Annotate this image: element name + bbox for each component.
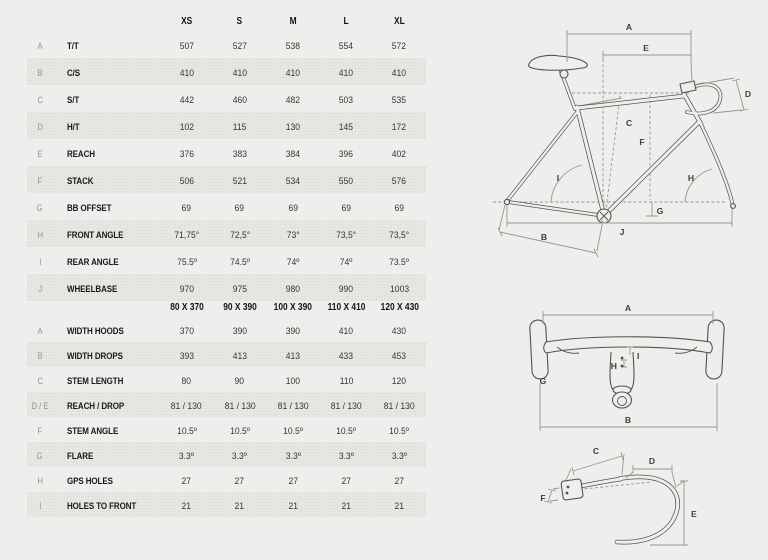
row-label: HOLES TO FRONT (67, 500, 137, 512)
cell-value: 970 (179, 283, 194, 295)
handlebar-table (27, 295, 426, 517)
rear-dropout (504, 199, 509, 204)
cell-value: 370 (179, 325, 194, 337)
size-column-header: 100 X 390 (273, 302, 313, 313)
row-letter: B (37, 350, 43, 361)
cell-value: 27 (181, 475, 192, 487)
cell-value: 402 (392, 148, 407, 160)
dim-label-g: G (656, 206, 664, 216)
cell-value: 572 (392, 40, 407, 52)
cell-value: 10.5º (176, 425, 197, 437)
row-label: STEM LENGTH (67, 375, 124, 387)
row-letter: J (38, 283, 42, 294)
dim-label-i: I (556, 173, 560, 183)
row-letter: D (37, 121, 43, 132)
row-label: FLARE (67, 450, 94, 462)
cell-value: 410 (339, 325, 354, 337)
cell-value: 506 (179, 175, 194, 187)
row-label: H/T (67, 121, 80, 133)
cell-value: 69 (235, 202, 245, 214)
frame-geometry-diagram (480, 10, 768, 260)
cell-value: 460 (232, 94, 247, 106)
cell-value: 74º (286, 256, 300, 268)
cell-value: 554 (339, 40, 354, 52)
handlebar-side-view-diagram (500, 440, 768, 560)
row-label: WHEELBASE (67, 283, 118, 295)
cell-value: 102 (179, 121, 194, 133)
row-letter: D / E (31, 400, 49, 411)
cell-value: 390 (285, 325, 301, 337)
cell-value: 980 (285, 283, 301, 295)
row-letter: F (37, 175, 43, 186)
cell-value: 81 / 130 (277, 400, 309, 412)
cell-value: 413 (285, 350, 301, 362)
dim-label-f: F (540, 493, 546, 503)
row-letter: F (37, 425, 43, 436)
cell-value: 81 / 130 (330, 400, 362, 412)
table-row (27, 442, 426, 467)
row-label: STEM ANGLE (67, 425, 119, 437)
dim-label-h: H (610, 361, 617, 371)
cell-value: 27 (341, 475, 351, 487)
cell-value: 442 (179, 94, 194, 106)
dim-label-b: B (624, 415, 632, 425)
size-column-header: 80 X 370 (169, 302, 204, 313)
cell-value: 73.5º (389, 256, 410, 268)
cell-value: 69 (288, 202, 298, 214)
row-label: BB OFFSET (67, 202, 112, 214)
row-letter: G (37, 450, 43, 461)
cell-value: 1003 (389, 283, 409, 295)
row-label: REAR ANGLE (67, 256, 119, 268)
cell-value: 10.5º (229, 425, 250, 437)
cell-value: 27 (394, 475, 405, 487)
row-label: REACH / DROP (67, 400, 125, 412)
fork-dropout (731, 204, 736, 209)
handlebar-table-body (27, 317, 426, 517)
dim-label-h: H (687, 173, 695, 183)
cell-value: 975 (232, 283, 247, 295)
cell-value: 410 (179, 67, 194, 79)
cell-value: 69 (394, 202, 405, 214)
dim-label-d: D (648, 456, 656, 466)
cell-value: 69 (341, 202, 351, 214)
cell-value: 3.3º (285, 450, 301, 462)
dim-label-a: A (624, 303, 632, 313)
row-label: STACK (67, 175, 94, 187)
cell-value: 410 (285, 67, 301, 79)
dim-label-i: I (637, 351, 640, 361)
bike-frame-drawing (504, 55, 735, 223)
cell-value: 521 (232, 175, 247, 187)
row-label: WIDTH DROPS (67, 350, 123, 362)
size-column-header: M (289, 16, 297, 27)
seatpost-clamp (560, 70, 568, 78)
table-row (27, 85, 426, 112)
cell-value: 100 (285, 375, 301, 387)
cell-value: 69 (181, 202, 192, 214)
cell-value: 81 / 130 (171, 400, 203, 412)
cell-value: 3.3º (179, 450, 195, 462)
cell-value: 430 (392, 325, 407, 337)
cell-value: 393 (179, 350, 194, 362)
cell-value: 81 / 130 (224, 400, 256, 412)
cell-value: 413 (232, 350, 247, 362)
row-label: C/S (67, 67, 81, 79)
cell-value: 73,5° (336, 229, 357, 241)
row-letter: C (37, 94, 43, 105)
cell-value: 990 (339, 283, 354, 295)
cell-value: 376 (179, 148, 194, 160)
size-column-header: L (343, 16, 349, 27)
cell-value: 482 (285, 94, 301, 106)
dim-label-f: F (639, 137, 645, 147)
cell-value: 21 (181, 500, 192, 512)
table-row (27, 58, 426, 85)
cell-value: 538 (285, 40, 301, 52)
table-row (27, 317, 426, 342)
cell-value: 80 (181, 375, 192, 387)
cell-value: 10.5º (336, 425, 357, 437)
table-row (27, 112, 426, 139)
size-column-header: XS (180, 16, 193, 27)
table-row (27, 139, 426, 166)
frame-geometry-table (27, 9, 426, 301)
cell-value: 390 (232, 325, 247, 337)
dim-label-c: C (592, 446, 600, 456)
dim-label-g: G (539, 376, 547, 386)
cell-value: 73,5° (389, 229, 410, 241)
cell-value: 71,75° (174, 229, 199, 241)
row-letter: H (37, 229, 43, 240)
cell-value: 110 (339, 375, 353, 387)
size-column-header: S (236, 16, 243, 27)
dim-label-d: D (744, 89, 752, 99)
cell-value: 453 (392, 350, 407, 362)
cell-value: 74º (339, 256, 353, 268)
cell-value: 90 (235, 375, 245, 387)
cell-value: 120 (392, 375, 407, 387)
size-column-header: XL (393, 16, 405, 27)
cell-value: 75.5º (176, 256, 197, 268)
handlebar-top-drawing (529, 320, 724, 408)
cell-value: 535 (392, 94, 407, 106)
cell-value: 410 (392, 67, 407, 79)
cell-value: 27 (288, 475, 298, 487)
stem-clamp (561, 479, 583, 501)
dim-label-e: E (691, 509, 697, 519)
row-letter: G (37, 202, 43, 213)
cell-value: 576 (392, 175, 407, 187)
dim-label-b: B (540, 232, 548, 242)
row-letter: I (38, 500, 42, 511)
row-letter: C (37, 375, 43, 386)
row-letter: A (37, 325, 43, 336)
handlebar-table-header (27, 295, 426, 317)
dim-label-j: J (619, 227, 625, 237)
table-row (27, 342, 426, 367)
cell-value: 74.5º (229, 256, 250, 268)
cell-value: 507 (179, 40, 194, 52)
cell-value: 433 (339, 350, 354, 362)
table-row (27, 417, 426, 442)
cell-value: 21 (341, 500, 351, 512)
table-row (27, 367, 426, 392)
size-column-header: 120 X 430 (380, 302, 419, 313)
cell-value: 550 (339, 175, 354, 187)
handlebar-side-drawing (561, 477, 678, 542)
row-label: REACH (67, 148, 95, 160)
table-row (27, 166, 426, 193)
dim-label-e: E (643, 43, 649, 53)
cell-value: 21 (394, 500, 405, 512)
cell-value: 503 (339, 94, 354, 106)
cell-value: 384 (285, 148, 301, 160)
cell-value: 534 (285, 175, 301, 187)
seat-angle-arc (551, 165, 582, 202)
row-letter: A (37, 40, 43, 51)
cell-value: 72,5° (229, 229, 250, 241)
cell-value: 73° (286, 229, 300, 241)
cell-value: 145 (339, 121, 354, 133)
cell-value: 383 (232, 148, 247, 160)
cell-value: 410 (232, 67, 247, 79)
handlebar-top-view-diagram (500, 290, 768, 450)
cell-value: 3.3º (232, 450, 248, 462)
row-label: FRONT ANGLE (67, 229, 124, 241)
row-label: S/T (67, 94, 80, 106)
cell-value: 527 (232, 40, 247, 52)
cell-value: 27 (235, 475, 245, 487)
table-row (27, 220, 426, 247)
cell-value: 3.3º (391, 450, 407, 462)
cell-value: 172 (392, 121, 407, 133)
dim-label-c: C (626, 118, 633, 128)
cell-value: 81 / 130 (383, 400, 415, 412)
table-row (27, 492, 426, 517)
frame-table-header (27, 9, 426, 31)
cell-value: 10.5º (283, 425, 303, 437)
row-letter: H (37, 475, 43, 486)
seat-tube-dim-line (606, 96, 620, 210)
size-column-header: 90 X 390 (222, 302, 257, 313)
row-letter: E (37, 148, 43, 159)
table-row (27, 467, 426, 492)
row-label: GPS HOLES (67, 475, 113, 487)
bar-wing (544, 337, 713, 353)
cell-value: 115 (232, 121, 247, 133)
stem (680, 81, 696, 93)
saddle (529, 55, 588, 70)
row-label: T/T (67, 40, 79, 52)
cell-value: 396 (339, 148, 354, 160)
cell-value: 130 (285, 121, 301, 133)
cell-value: 21 (235, 500, 245, 512)
row-letter: B (37, 67, 43, 78)
row-label: WIDTH HOODS (67, 325, 124, 337)
cell-value: 410 (339, 67, 354, 79)
cell-value: 3.3º (338, 450, 354, 462)
table-row (27, 193, 426, 220)
table-row (27, 247, 426, 274)
dim-label-a: A (625, 22, 633, 32)
cell-value: 21 (288, 500, 298, 512)
table-row (27, 392, 426, 417)
frame-table-body (27, 31, 426, 301)
size-column-header: 110 X 410 (327, 302, 366, 313)
row-letter: I (38, 256, 42, 267)
cell-value: 10.5º (389, 425, 410, 437)
table-row (27, 31, 426, 58)
